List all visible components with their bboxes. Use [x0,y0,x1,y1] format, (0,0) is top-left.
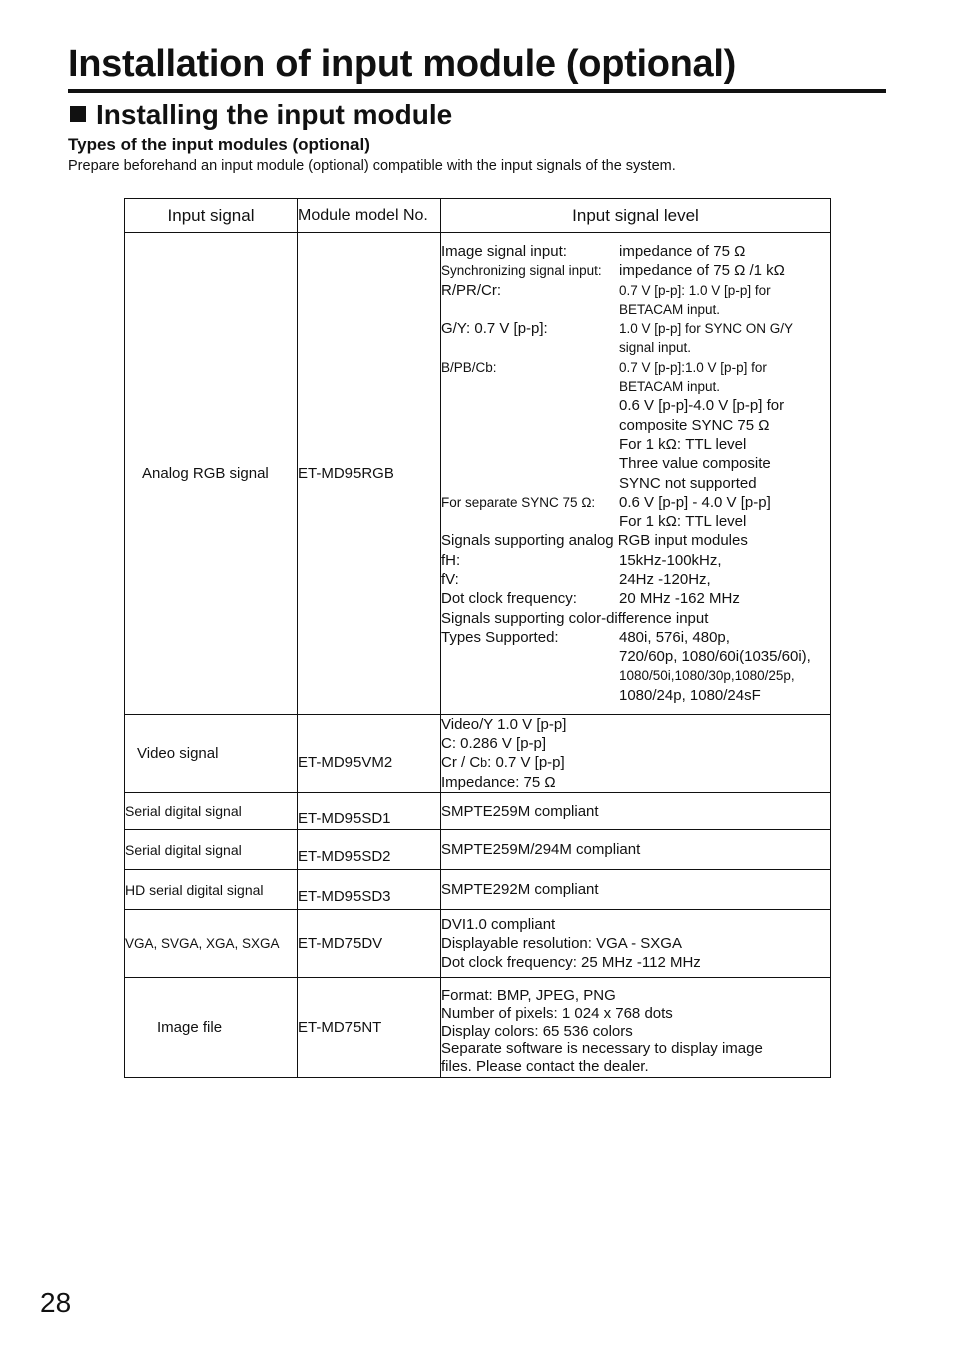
spec-value: composite SYNC 75 Ω [619,416,770,434]
spec-key: For separate SYNC 75 Ω: [441,494,596,510]
header-module-model: Module model No. [298,199,441,233]
spec-value: 1.0 V [p-p] for SYNC ON G/Y [619,321,794,337]
spec-row [441,628,830,647]
spec-row [441,261,830,280]
intro-text: Prepare beforehand an input module (optional) compatible with the input signals of the system. [68,158,676,174]
spec-row [441,338,830,357]
cell-signal: Serial digital signal [125,793,298,830]
level-line: Displayable resolution: VGA - SXGA [441,935,682,952]
spec-row [441,666,830,685]
spec-key: fH: [441,551,461,569]
spec-row [441,435,830,454]
cell-module: ET-MD75DV [298,910,441,978]
page-number: 28 [40,1287,72,1318]
header-input-signal: Input signal [125,199,298,233]
spec-value: 0.6 V [p-p] - 4.0 V [p-p] [619,493,771,511]
spec-row [441,686,830,705]
spec-value [748,531,830,550]
cell-level [441,978,831,1078]
level-line: Number of pixels: 1 024 x 768 dots [441,1004,673,1022]
cell-level: SMPTE259M compliant [441,793,831,830]
spec-row [441,242,830,261]
spec-key [441,416,619,435]
spec-key [441,396,619,415]
spec-value: 1080/50i,1080/30p,1080/25p, [619,668,795,684]
page-title: Installation of input module (optional) [68,40,886,93]
level-subscript: b [480,756,488,770]
spec-row [441,396,830,415]
cell-module: ET-MD95SD2 [298,830,441,870]
table-row-analog-rgb [125,233,831,715]
level-line: C: 0.286 V [p-p] [441,735,547,752]
spec-key [441,300,619,319]
subheading: Types of the input modules (optional) [68,135,370,154]
level-line: Separate software is necessary to display image [441,1040,763,1058]
spec-value: 24Hz -120Hz, [619,570,711,588]
cell-level-analog [441,233,831,715]
spec-row [441,512,830,531]
cell-signal: Serial digital signal [125,830,298,870]
section-title: Installing the input module [96,99,453,130]
spec-row [441,474,830,493]
header-signal-level: Input signal level [441,199,831,233]
spec-row [441,319,830,338]
section-heading [70,98,452,132]
table-header-row [125,199,831,233]
spec-value: For 1 kΩ: TTL level [619,435,747,453]
spec-value: SYNC not supported [619,474,757,492]
spec-value: 15kHz-100kHz, [619,551,722,569]
input-module-table [124,198,831,1078]
spec-key [441,647,619,666]
spec-value: Three value composite [619,455,771,473]
spec-key [441,435,619,454]
cell-module: ET-MD95VM2 [298,715,441,793]
spec-row [441,589,830,608]
spec-value: 480i, 576i, 480p, [619,628,730,646]
spec-key: Signals supporting analog RGB input modules [441,532,748,550]
spec-key: B/PB/Cb: [441,359,497,375]
spec-key: Dot clock frequency: [441,590,577,608]
spec-row [441,377,830,396]
cell-level: SMPTE259M/294M compliant [441,830,831,870]
spec-value: impedance of 75 Ω /1 kΩ [619,262,785,280]
spec-value: 720/60p, 1080/60i(1035/60i), [619,648,811,666]
spec-row [441,454,830,473]
spec-value: 0.6 V [p-p]-4.0 V [p-p] for [619,397,785,415]
table-row-sd1 [125,793,831,830]
cell-signal: HD serial digital signal [125,870,298,910]
spec-key: Signals supporting color-difference input [441,609,709,627]
spec-value: BETACAM input. [619,379,721,395]
spec-row [441,281,830,300]
spec-value: 0.7 V [p-p]:1.0 V [p-p] for [619,359,767,375]
level-text: : 0.7 V [p-p] [487,754,565,771]
cell-signal: Image file [125,978,298,1078]
spec-key [441,512,619,531]
level-line: Display colors: 65 536 colors [441,1022,633,1040]
spec-key: Image signal input: [441,242,567,260]
table-row-image-file [125,978,831,1078]
level-line: Impedance: 75 Ω [441,774,556,791]
spec-key [441,666,619,685]
cell-level [441,715,831,793]
spec-row [441,647,830,666]
cell-signal: VGA, SVGA, XGA, SXGA [125,910,298,978]
spec-row [441,300,830,319]
spec-key [441,474,619,493]
spec-value: impedance of 75 Ω [619,242,746,260]
cell-module: ET-MD95RGB [298,233,441,715]
spec-row [441,551,830,570]
square-bullet-icon [70,106,86,122]
spec-row [441,493,830,512]
level-line: Video/Y 1.0 V [p-p] [441,716,567,733]
level-line: Format: BMP, JPEG, PNG [441,987,616,1004]
spec-value [708,609,830,628]
table-row-dvi [125,910,831,978]
spec-key [441,377,619,396]
level-line: Dot clock frequency: 25 MHz -112 MHz [441,954,701,971]
cell-signal: Analog RGB signal [125,233,298,715]
spec-row [441,416,830,435]
spec-key: G/Y: 0.7 V [p-p]: [441,320,548,338]
cell-module: ET-MD75NT [298,978,441,1078]
spec-key: fV: [441,570,459,588]
level-line [441,753,830,773]
cell-module: ET-MD95SD1 [298,793,441,830]
cell-level [441,910,831,978]
spec-key [441,338,619,357]
level-text: Cr / C [441,754,481,771]
spec-key [441,454,619,473]
analog-spec-list [441,242,830,705]
spec-key: Types Supported: [441,628,559,646]
spec-key [441,686,619,705]
cell-signal: Video signal [125,715,298,793]
spec-row [441,609,830,628]
spec-value: For 1 kΩ: TTL level [619,513,747,531]
spec-value: 0.7 V [p-p]: 1.0 V [p-p] for [619,282,771,298]
spec-key: Synchronizing signal input: [441,263,602,279]
cell-module: ET-MD95SD3 [298,870,441,910]
level-line: DVI1.0 compliant [441,916,556,933]
spec-row [441,570,830,589]
spec-value: 20 MHz -162 MHz [619,590,740,608]
spec-row [441,358,830,377]
cell-level: SMPTE292M compliant [441,870,831,910]
table-row-sd2 [125,830,831,870]
table-row-video [125,715,831,793]
spec-value: signal input. [619,340,692,356]
spec-value: 1080/24p, 1080/24sF [619,686,761,704]
spec-key: R/PR/Cr: [441,281,501,299]
spec-row [441,531,830,550]
level-line: files. Please contact the dealer. [441,1058,649,1076]
spec-value: BETACAM input. [619,301,721,317]
table-row-sd3 [125,870,831,910]
